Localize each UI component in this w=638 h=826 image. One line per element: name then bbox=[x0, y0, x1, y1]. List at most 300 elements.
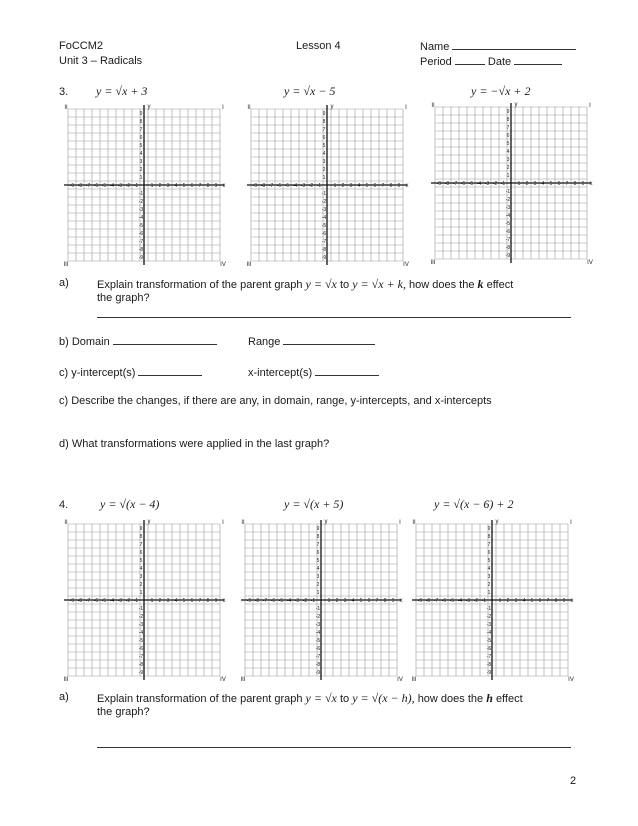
x-tick-label: -5 bbox=[101, 598, 107, 604]
x-tick-label: 4 bbox=[522, 598, 526, 604]
x-tick-label: -8 bbox=[77, 183, 83, 189]
y-tick-label: -9 bbox=[315, 670, 321, 676]
x-tick-label: 6 bbox=[367, 598, 371, 604]
x-tick-label: 8 bbox=[389, 183, 393, 189]
quadrant-label-i: I bbox=[589, 103, 591, 109]
quadrant-label-i: I bbox=[222, 520, 224, 526]
problem-3-equation-1: y = √x + 3 bbox=[96, 84, 148, 98]
y-tick-label: 8 bbox=[322, 119, 326, 125]
grid-svg bbox=[410, 518, 574, 682]
y-tick-label: 4 bbox=[487, 566, 491, 572]
y-tick-label: -5 bbox=[138, 638, 144, 644]
x-axis-label: x bbox=[222, 598, 226, 604]
y-axis-label: y bbox=[324, 519, 328, 525]
x-axis-label: x bbox=[399, 598, 403, 604]
y-tick-label: 4 bbox=[322, 151, 326, 157]
grid-svg bbox=[239, 518, 403, 682]
y-tick-label: -8 bbox=[138, 662, 144, 668]
y-tick-label: 5 bbox=[322, 143, 326, 149]
x-tick-label: -5 bbox=[278, 598, 284, 604]
quadrant-label-iii: III bbox=[430, 260, 436, 265]
problem-3-number: 3. bbox=[59, 86, 69, 98]
x-tick-label: -1 bbox=[133, 598, 139, 604]
x-tick-label: 9 bbox=[397, 183, 401, 189]
y-tick-label: -5 bbox=[138, 223, 144, 229]
x-tick-label: -4 bbox=[109, 183, 115, 189]
y-tick-label: 8 bbox=[506, 117, 510, 123]
x-tick-label: -3 bbox=[300, 183, 306, 189]
x-tick-label: -4 bbox=[476, 181, 482, 187]
x-tick-label: -5 bbox=[101, 183, 107, 189]
x-tick-label: -4 bbox=[286, 598, 292, 604]
problem-3-equation-3: y = −√x + 2 bbox=[471, 84, 531, 98]
question-3c-x-intercept[interactable]: x-intercept(s) bbox=[248, 366, 379, 379]
y-tick-label: 9 bbox=[316, 526, 320, 532]
grid-svg bbox=[429, 101, 593, 265]
y-tick-label: -2 bbox=[138, 614, 144, 620]
quadrant-label-i: I bbox=[570, 520, 572, 526]
y-tick-label: 2 bbox=[506, 165, 510, 171]
y-tick-label: 7 bbox=[487, 542, 491, 548]
coordinate-grid-4c[interactable] bbox=[410, 518, 574, 682]
y-tick-label: 6 bbox=[316, 550, 320, 556]
y-tick-label: -3 bbox=[321, 207, 327, 213]
y-tick-label: 4 bbox=[139, 566, 143, 572]
x-tick-label: -5 bbox=[449, 598, 455, 604]
quadrant-label-ii: II bbox=[64, 520, 68, 526]
y-tick-label: 2 bbox=[139, 167, 143, 173]
period-blank[interactable] bbox=[455, 55, 485, 65]
x-tick-label: -3 bbox=[294, 598, 300, 604]
x-tick-label: 3 bbox=[166, 598, 170, 604]
x-tick-label: 9 bbox=[391, 598, 395, 604]
grid-svg bbox=[245, 103, 409, 267]
y-tick-label: -8 bbox=[321, 247, 327, 253]
x-tick-label: 7 bbox=[381, 183, 385, 189]
x-tick-label: -2 bbox=[302, 598, 308, 604]
x-axis-label: x bbox=[222, 183, 226, 189]
y-tick-label: -9 bbox=[138, 670, 144, 676]
y-tick-label: 2 bbox=[487, 582, 491, 588]
x-tick-label: 9 bbox=[581, 181, 585, 187]
x-tick-label: -2 bbox=[308, 183, 314, 189]
y-intercept-blank[interactable] bbox=[138, 366, 202, 376]
grid-svg bbox=[62, 103, 226, 267]
lesson-title: Lesson 4 bbox=[296, 40, 341, 52]
x-tick-label: 2 bbox=[158, 598, 162, 604]
y-tick-label: 7 bbox=[139, 127, 143, 133]
y-tick-label: -3 bbox=[486, 622, 492, 628]
quadrant-label-iv: IV bbox=[587, 260, 593, 265]
y-axis-label: y bbox=[514, 102, 518, 108]
x-tick-label: -7 bbox=[262, 598, 268, 604]
question-3b-domain[interactable]: b) Domain bbox=[59, 335, 217, 348]
coordinate-grid-3a[interactable] bbox=[62, 103, 226, 267]
x-tick-label: -9 bbox=[436, 181, 442, 187]
quadrant-label-iv: IV bbox=[397, 677, 403, 682]
x-tick-label: -1 bbox=[133, 183, 139, 189]
y-tick-label: 6 bbox=[139, 135, 143, 141]
page-number: 2 bbox=[570, 775, 577, 787]
x-tick-label: -9 bbox=[252, 183, 258, 189]
x-tick-label: 1 bbox=[333, 183, 337, 189]
x-tick-label: -8 bbox=[425, 598, 431, 604]
quadrant-label-iv: IV bbox=[220, 677, 226, 682]
x-tick-label: 6 bbox=[190, 183, 194, 189]
y-tick-label: -5 bbox=[315, 638, 321, 644]
x-tick-label: 6 bbox=[538, 598, 542, 604]
quadrant-label-i: I bbox=[405, 105, 407, 111]
y-tick-label: -8 bbox=[505, 245, 511, 251]
x-tick-label: 7 bbox=[565, 181, 569, 187]
y-tick-label: 2 bbox=[316, 582, 320, 588]
question-4a-text-line2: the graph? bbox=[97, 706, 150, 718]
y-tick-label: -2 bbox=[138, 199, 144, 205]
y-tick-label: 8 bbox=[139, 119, 143, 125]
y-tick-label: -2 bbox=[505, 197, 511, 203]
date-blank[interactable] bbox=[514, 55, 562, 65]
x-tick-label: 2 bbox=[335, 598, 339, 604]
x-tick-label: -7 bbox=[85, 598, 91, 604]
y-tick-label: 1 bbox=[506, 173, 510, 179]
y-tick-label: 1 bbox=[139, 590, 143, 596]
x-tick-label: -9 bbox=[69, 598, 75, 604]
x-tick-label: -2 bbox=[473, 598, 479, 604]
quadrant-label-iii: III bbox=[240, 677, 246, 682]
question-4a-label: a) bbox=[59, 691, 69, 703]
x-tick-label: 5 bbox=[530, 598, 534, 604]
x-tick-label: -2 bbox=[125, 183, 131, 189]
x-tick-label: 3 bbox=[514, 598, 518, 604]
y-tick-label: -4 bbox=[321, 215, 327, 221]
x-tick-label: 9 bbox=[214, 598, 218, 604]
y-tick-label: 1 bbox=[322, 175, 326, 181]
coordinate-grid-4b[interactable] bbox=[239, 518, 403, 682]
problem-4-equation-1: y = √(x − 4) bbox=[100, 497, 160, 511]
y-tick-label: -7 bbox=[321, 239, 327, 245]
x-tick-label: 7 bbox=[198, 183, 202, 189]
x-tick-label: -1 bbox=[481, 598, 487, 604]
x-tick-label: -6 bbox=[441, 598, 447, 604]
y-tick-label: 6 bbox=[506, 133, 510, 139]
quadrant-label-iv: IV bbox=[403, 262, 409, 267]
quadrant-label-ii: II bbox=[247, 105, 251, 111]
x-tick-label: 1 bbox=[150, 183, 154, 189]
x-axis-label: x bbox=[405, 183, 409, 189]
x-tick-label: 2 bbox=[525, 181, 529, 187]
y-tick-label: -2 bbox=[321, 199, 327, 205]
x-tick-label: -8 bbox=[444, 181, 450, 187]
x-tick-label: 4 bbox=[541, 181, 545, 187]
y-tick-label: 8 bbox=[487, 534, 491, 540]
y-tick-label: -1 bbox=[138, 191, 144, 197]
x-tick-label: 5 bbox=[365, 183, 369, 189]
y-tick-label: 5 bbox=[139, 143, 143, 149]
question-4a-text: Explain transformation of the parent graph y = √x to y = √(x − h), how does the h effect bbox=[97, 691, 523, 705]
x-tick-label: -9 bbox=[69, 183, 75, 189]
quadrant-label-ii: II bbox=[431, 103, 435, 109]
y-tick-label: 6 bbox=[487, 550, 491, 556]
quadrant-label-ii: II bbox=[64, 105, 68, 111]
y-tick-label: -6 bbox=[505, 229, 511, 235]
y-tick-label: -1 bbox=[138, 606, 144, 612]
x-tick-label: 9 bbox=[562, 598, 566, 604]
quadrant-label-iii: III bbox=[411, 677, 417, 682]
name-field[interactable] bbox=[420, 40, 576, 53]
quadrant-label-ii: II bbox=[241, 520, 245, 526]
y-tick-label: -1 bbox=[505, 189, 511, 195]
x-tick-label: -4 bbox=[457, 598, 463, 604]
y-tick-label: 5 bbox=[316, 558, 320, 564]
answer-line-4a[interactable] bbox=[97, 738, 571, 748]
problem-4-equation-3: y = √(x − 6) + 2 bbox=[434, 497, 514, 511]
y-tick-label: -4 bbox=[315, 630, 321, 636]
problem-4-number: 4. bbox=[59, 499, 69, 511]
x-tick-label: 1 bbox=[150, 598, 154, 604]
x-tick-label: 8 bbox=[554, 598, 558, 604]
x-tick-label: 4 bbox=[351, 598, 355, 604]
y-tick-label: -5 bbox=[486, 638, 492, 644]
x-tick-label: -7 bbox=[452, 181, 458, 187]
problem-4-equation-2: y = √(x + 5) bbox=[284, 497, 344, 511]
y-tick-label: 8 bbox=[139, 534, 143, 540]
x-tick-label: 7 bbox=[375, 598, 379, 604]
x-tick-label: -6 bbox=[460, 181, 466, 187]
x-tick-label: 9 bbox=[214, 183, 218, 189]
y-tick-label: -4 bbox=[505, 213, 511, 219]
y-tick-label: -8 bbox=[315, 662, 321, 668]
x-tick-label: -7 bbox=[433, 598, 439, 604]
y-tick-label: -4 bbox=[138, 630, 144, 636]
question-3c-describe: c) Describe the changes, if there are any, in domain, range, y-intercepts, and x-intercepts bbox=[59, 395, 492, 407]
x-tick-label: -8 bbox=[260, 183, 266, 189]
y-tick-label: -2 bbox=[486, 614, 492, 620]
y-tick-label: -2 bbox=[315, 614, 321, 620]
coordinate-grid-3c[interactable] bbox=[429, 101, 593, 265]
quadrant-label-iii: III bbox=[63, 262, 69, 267]
x-tick-label: 7 bbox=[546, 598, 550, 604]
coordinate-grid-3b[interactable] bbox=[245, 103, 409, 267]
y-tick-label: -3 bbox=[138, 207, 144, 213]
x-tick-label: -1 bbox=[316, 183, 322, 189]
x-tick-label: 1 bbox=[327, 598, 331, 604]
x-tick-label: 4 bbox=[357, 183, 361, 189]
question-3a-text-line2: the graph? bbox=[97, 292, 150, 304]
y-tick-label: 8 bbox=[316, 534, 320, 540]
x-tick-label: 6 bbox=[190, 598, 194, 604]
quadrant-label-i: I bbox=[399, 520, 401, 526]
x-tick-label: 5 bbox=[359, 598, 363, 604]
y-tick-label: -6 bbox=[321, 231, 327, 237]
date-label: Date bbox=[487, 56, 512, 68]
y-tick-label: 4 bbox=[506, 149, 510, 155]
question-3a-label: a) bbox=[59, 277, 69, 289]
y-tick-label: 9 bbox=[506, 109, 510, 115]
coordinate-grid-4a[interactable] bbox=[62, 518, 226, 682]
x-tick-label: 6 bbox=[557, 181, 561, 187]
y-axis-label: y bbox=[147, 519, 151, 525]
course-title: FoCCM2 bbox=[59, 40, 104, 52]
x-tick-label: 8 bbox=[383, 598, 387, 604]
quadrant-label-i: I bbox=[222, 105, 224, 111]
y-tick-label: -9 bbox=[138, 255, 144, 261]
y-tick-label: -7 bbox=[505, 237, 511, 243]
y-tick-label: 3 bbox=[487, 574, 491, 580]
x-tick-label: -9 bbox=[417, 598, 423, 604]
x-tick-label: 3 bbox=[166, 183, 170, 189]
quadrant-label-ii: II bbox=[412, 520, 416, 526]
y-axis-label: y bbox=[147, 104, 151, 110]
unit-title: Unit 3 – Radicals bbox=[59, 55, 143, 67]
question-3d: d) What transformations were applied in the last graph? bbox=[59, 438, 330, 450]
x-tick-label: 3 bbox=[533, 181, 537, 187]
name-blank[interactable] bbox=[452, 40, 576, 50]
x-tick-label: 3 bbox=[343, 598, 347, 604]
x-tick-label: -1 bbox=[310, 598, 316, 604]
x-tick-label: 2 bbox=[341, 183, 345, 189]
period-label: Period bbox=[420, 56, 452, 68]
y-tick-label: 2 bbox=[322, 167, 326, 173]
x-tick-label: 4 bbox=[174, 183, 178, 189]
range-blank[interactable] bbox=[283, 335, 375, 345]
x-tick-label: -5 bbox=[468, 181, 474, 187]
x-tick-label: -8 bbox=[254, 598, 260, 604]
y-tick-label: 5 bbox=[506, 141, 510, 147]
y-tick-label: -4 bbox=[138, 215, 144, 221]
y-tick-label: 6 bbox=[322, 135, 326, 141]
y-tick-label: -4 bbox=[486, 630, 492, 636]
y-tick-label: 2 bbox=[139, 582, 143, 588]
y-axis-label: y bbox=[495, 519, 499, 525]
y-tick-label: 9 bbox=[139, 111, 143, 117]
y-tick-label: -7 bbox=[315, 654, 321, 660]
y-tick-label: -7 bbox=[138, 239, 144, 245]
period-date-field[interactable] bbox=[420, 55, 562, 68]
y-tick-label: -1 bbox=[321, 191, 327, 197]
x-tick-label: -1 bbox=[500, 181, 506, 187]
x-tick-label: 2 bbox=[506, 598, 510, 604]
y-tick-label: 7 bbox=[322, 127, 326, 133]
y-tick-label: -8 bbox=[138, 247, 144, 253]
y-tick-label: -9 bbox=[505, 253, 511, 259]
x-tick-label: 6 bbox=[373, 183, 377, 189]
y-tick-label: 9 bbox=[322, 111, 326, 117]
y-tick-label: 3 bbox=[506, 157, 510, 163]
x-tick-label: -4 bbox=[109, 598, 115, 604]
y-tick-label: 9 bbox=[487, 526, 491, 532]
y-tick-label: -3 bbox=[315, 622, 321, 628]
name-label: Name bbox=[420, 41, 450, 53]
y-tick-label: -9 bbox=[486, 670, 492, 676]
quadrant-label-iv: IV bbox=[220, 262, 226, 267]
x-tick-label: -2 bbox=[125, 598, 131, 604]
y-tick-label: 4 bbox=[316, 566, 320, 572]
y-tick-label: 5 bbox=[139, 558, 143, 564]
x-tick-label: -3 bbox=[465, 598, 471, 604]
x-tick-label: 8 bbox=[573, 181, 577, 187]
y-tick-label: -1 bbox=[315, 606, 321, 612]
y-tick-label: 3 bbox=[139, 159, 143, 165]
y-tick-label: 7 bbox=[139, 542, 143, 548]
y-tick-label: -1 bbox=[486, 606, 492, 612]
quadrant-label-iii: III bbox=[246, 262, 252, 267]
x-tick-label: -9 bbox=[246, 598, 252, 604]
x-tick-label: -6 bbox=[276, 183, 282, 189]
y-tick-label: -8 bbox=[486, 662, 492, 668]
y-tick-label: 4 bbox=[139, 151, 143, 157]
y-tick-label: 3 bbox=[316, 574, 320, 580]
question-3c-y-intercept[interactable]: c) y-intercept(s) bbox=[59, 366, 202, 379]
quadrant-label-iv: IV bbox=[568, 677, 574, 682]
x-tick-label: -2 bbox=[492, 181, 498, 187]
quadrant-label-iii: III bbox=[63, 677, 69, 682]
x-tick-label: 4 bbox=[174, 598, 178, 604]
x-tick-label: -3 bbox=[117, 183, 123, 189]
y-tick-label: -3 bbox=[505, 205, 511, 211]
question-3a-text: Explain transformation of the parent graph y = √x to y = √x + k, how does the k effect bbox=[97, 277, 514, 291]
y-tick-label: 1 bbox=[139, 175, 143, 181]
domain-blank[interactable] bbox=[113, 335, 217, 345]
y-tick-label: 5 bbox=[487, 558, 491, 564]
y-tick-label: -6 bbox=[486, 646, 492, 652]
x-axis-label: x bbox=[589, 181, 593, 187]
x-tick-label: 7 bbox=[198, 598, 202, 604]
x-tick-label: 1 bbox=[517, 181, 521, 187]
question-3b-range[interactable]: Range bbox=[248, 335, 375, 348]
x-tick-label: 5 bbox=[549, 181, 553, 187]
x-tick-label: -8 bbox=[77, 598, 83, 604]
grid-svg bbox=[62, 518, 226, 682]
x-tick-label: -5 bbox=[284, 183, 290, 189]
x-axis-label: x bbox=[570, 598, 574, 604]
y-tick-label: 3 bbox=[139, 574, 143, 580]
y-tick-label: -5 bbox=[505, 221, 511, 227]
y-tick-label: -7 bbox=[486, 654, 492, 660]
y-tick-label: 3 bbox=[322, 159, 326, 165]
y-tick-label: -5 bbox=[321, 223, 327, 229]
y-tick-label: -9 bbox=[321, 255, 327, 261]
y-tick-label: 7 bbox=[316, 542, 320, 548]
x-tick-label: -3 bbox=[117, 598, 123, 604]
x-tick-label: 5 bbox=[182, 183, 186, 189]
y-tick-label: -7 bbox=[138, 654, 144, 660]
y-tick-label: -6 bbox=[138, 231, 144, 237]
x-tick-label: -3 bbox=[484, 181, 490, 187]
x-tick-label: 8 bbox=[206, 598, 210, 604]
answer-line-3a[interactable] bbox=[97, 308, 571, 318]
y-axis-label: y bbox=[330, 104, 334, 110]
y-tick-label: -6 bbox=[315, 646, 321, 652]
x-tick-label: -7 bbox=[268, 183, 274, 189]
x-tick-label: 8 bbox=[206, 183, 210, 189]
y-tick-label: 1 bbox=[487, 590, 491, 596]
y-tick-label: 7 bbox=[506, 125, 510, 131]
x-tick-label: 3 bbox=[349, 183, 353, 189]
x-tick-label: -6 bbox=[93, 598, 99, 604]
x-intercept-blank[interactable] bbox=[315, 366, 379, 376]
x-tick-label: 1 bbox=[498, 598, 502, 604]
x-tick-label: -6 bbox=[93, 183, 99, 189]
y-tick-label: -6 bbox=[138, 646, 144, 652]
y-tick-label: 6 bbox=[139, 550, 143, 556]
problem-3-equation-2: y = √x − 5 bbox=[284, 84, 336, 98]
x-tick-label: -4 bbox=[292, 183, 298, 189]
x-tick-label: -7 bbox=[85, 183, 91, 189]
y-tick-label: 1 bbox=[316, 590, 320, 596]
x-tick-label: 5 bbox=[182, 598, 186, 604]
x-tick-label: 2 bbox=[158, 183, 162, 189]
y-tick-label: -3 bbox=[138, 622, 144, 628]
